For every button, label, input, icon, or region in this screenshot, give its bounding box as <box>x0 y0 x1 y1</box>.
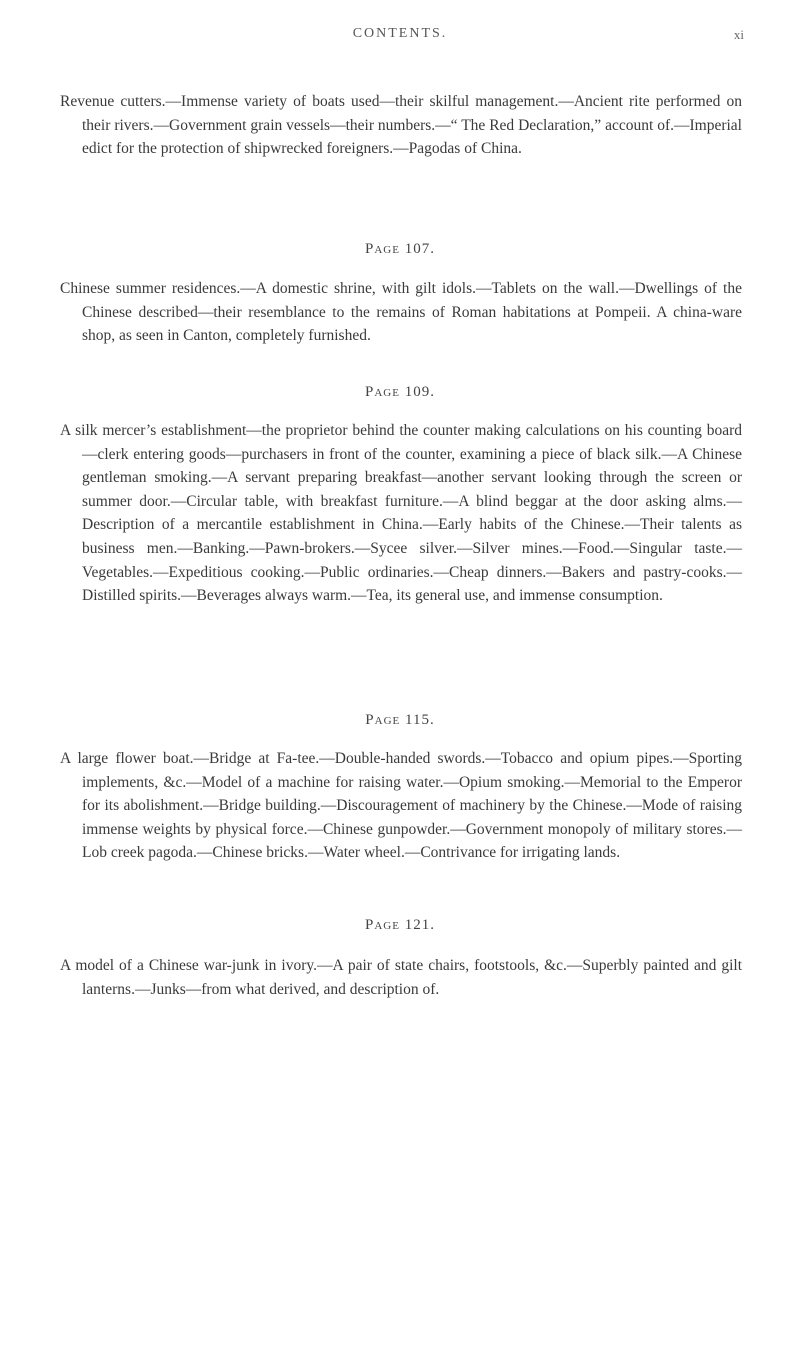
contents-entry-109 <box>60 419 742 608</box>
entry-text: Chinese summer residences.—A domestic shrine, with gilt idols.—Tablets on the wall.—Dwellings of the Chinese described—their resemblance to the remains of Roman habitations at Pompeii. A china-ware shop, as seen in Canton, completely furnished. <box>60 280 742 345</box>
running-title: CONTENTS. <box>352 26 448 41</box>
entry-text: A model of a Chinese war-junk in ivory.—A pair of state chairs, footstools, &c.—Superbly painted and gilt lanterns.—Junks—from what derived, and description of. <box>60 957 742 998</box>
contents-entry-115 <box>60 747 742 865</box>
running-head <box>0 26 800 46</box>
page-heading-121: Page 121. <box>365 917 435 933</box>
entry-text: A silk mercer’s establishment—the proprietor behind the counter making calculations on his counting board—clerk entering goods—purchasers in front of the counter, examining a piece of black silk.—A Chinese gentleman smoking.—A servant preparing breakfast—another servant looking through the screen or summer door.—Circular table, with breakfast furniture.—A blind beggar at the door asking alms.—Description of a mercantile establishment in China.—Early habits of the Chinese.—Their talents as business men.—Banking.—Pawn-brokers.—Sycee silver.—Silver mines.—Food.—Singular taste.—Vegetables.—Expeditious cooking.—Public ordinaries.—Cheap dinners.—Bakers and pastry-cooks.—Distilled spirits.—Beverages always warm.—Tea, its general use, and immense consumption. <box>60 422 742 605</box>
contents-entry-121 <box>60 954 742 1001</box>
contents-entry-107 <box>60 277 742 348</box>
entry-text: Revenue cutters.—Immense variety of boats used—their skilful management.—Ancient rite performed on their rivers.—Government grain vessels—their numbers.—“ The Red Declaration,” account of.—Imperial edict for the protection of shipwrecked foreigners.—Pagodas of China. <box>60 93 742 158</box>
page-heading-107: Page 107. <box>365 241 435 257</box>
contents-entry-intro <box>60 90 742 161</box>
entry-text: A large flower boat.—Bridge at Fa-tee.—Double-handed swords.—Tobacco and opium pipes.—Sporting implements, &c.—Model of a machine for raising water.—Opium smoking.—Memorial to the Emperor for its abolishment.—Bridge building.—Discouragement of machinery by the Chinese.—Mode of raising immense weights by physical force.—Chinese gunpowder.—Government monopoly of military stores.—Lob creek pagoda.—Chinese bricks.—Water wheel.—Contrivance for irrigating lands. <box>60 750 742 862</box>
page-heading-109: Page 109. <box>365 384 435 400</box>
page-heading-115: Page 115. <box>365 712 435 728</box>
page-number: xi <box>733 27 744 42</box>
